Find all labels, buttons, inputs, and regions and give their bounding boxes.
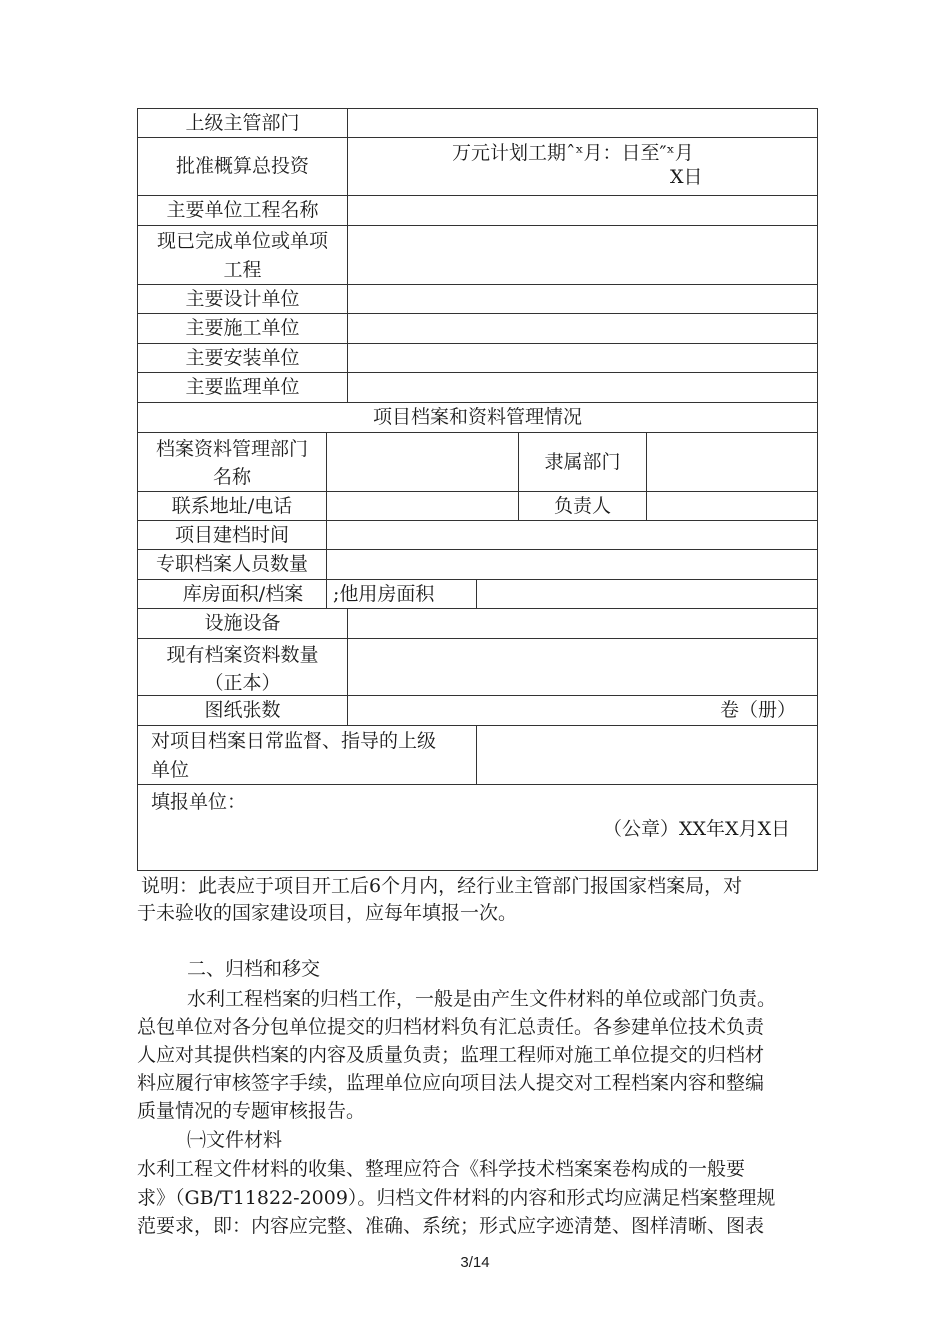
cell-archive-dept-label: 档案资料管理部门 名称 [137, 432, 327, 492]
reporting-unit-label: 填报单位： [151, 791, 247, 813]
investment-schedule-line2: X日 [670, 166, 703, 188]
cell-supervision-unit-value[interactable] [347, 372, 818, 403]
section-heading: 二、归档和移交 [187, 958, 321, 980]
cell-other-area-value[interactable] [476, 579, 818, 609]
cell-archive-quantity-label: 现有档案资料数量 （正本） [137, 638, 348, 696]
cell-construction-unit-value[interactable] [347, 313, 818, 344]
cell-unit-project-name-value[interactable] [347, 195, 818, 226]
subsection-heading: ㈠文件材料 [187, 1129, 283, 1151]
cell-facilities-value[interactable] [347, 608, 818, 639]
page-number: 3/14 [460, 1254, 490, 1271]
cell-design-unit-label: 主要设计单位 [137, 284, 348, 314]
investment-schedule-line1: 万元计划工期ˆˣ月：日至″ˣ月 [452, 142, 694, 164]
cell-address-phone-value[interactable] [326, 491, 519, 521]
cell-archive-quantity-value[interactable] [347, 638, 818, 696]
cell-facilities-label: 设施设备 [137, 608, 348, 639]
cell-drawing-count-label: 图纸张数 [137, 695, 348, 726]
volume-unit-label: 卷（册） [720, 699, 797, 721]
cell-total-investment-value[interactable] [347, 137, 818, 196]
cell-affiliated-dept-value[interactable] [646, 432, 818, 492]
cell-reporting-unit[interactable] [137, 784, 818, 871]
cell-drawing-count-value[interactable] [347, 695, 818, 726]
cell-design-unit-value[interactable] [347, 284, 818, 314]
cell-completed-projects-value[interactable] [347, 225, 818, 285]
note-line-2: 于未验收的国家建设项目，应每年填报一次。 [137, 902, 518, 924]
paragraph-2-line-3: 范要求，即：内容应完整、准确、系统；形式应字迹清楚、图样清晰、图表 [137, 1215, 765, 1237]
cell-supervisor-dept-value[interactable] [347, 108, 818, 138]
paragraph-1-line-1: 水利工程档案的归档工作，一般是由产生文件材料的单位或部门负责。 [187, 988, 777, 1010]
paragraph-2-line-1: 水利工程文件材料的收集、整理应符合《科学技术档案案卷构成的一般要 [137, 1158, 746, 1180]
cell-address-phone-label: 联系地址/电话 [137, 491, 327, 521]
cell-total-investment-label: 批准概算总投资 [137, 137, 348, 196]
cell-person-in-charge-value[interactable] [646, 491, 818, 521]
cell-archive-staff-label: 专职档案人员数量 [137, 549, 327, 580]
cell-archive-dept-value[interactable] [326, 432, 519, 492]
cell-section-title: 项目档案和资料管理情况 [137, 402, 818, 433]
cell-supervisor-dept-label: 上级主管部门 [137, 108, 348, 138]
paragraph-1-line-2: 总包单位对各分包单位提交的归档材料负有汇总责任。各参建单位技术负责 [137, 1016, 765, 1038]
cell-archive-date-label: 项目建档时间 [137, 520, 327, 550]
cell-installation-unit-value[interactable] [347, 343, 818, 373]
cell-supervising-unit-value[interactable] [476, 725, 818, 785]
cell-affiliated-dept-label: 隶属部门 [518, 432, 647, 492]
cell-construction-unit-label: 主要施工单位 [137, 313, 348, 344]
cell-archive-staff-value[interactable] [326, 549, 818, 580]
seal-date-label: （公章）XX年X月X日 [603, 818, 791, 840]
cell-unit-project-name-label: 主要单位工程名称 [137, 195, 348, 226]
cell-archive-date-value[interactable] [326, 520, 818, 550]
cell-installation-unit-label: 主要安装单位 [137, 343, 348, 373]
cell-supervising-unit-label: 对项目档案日常监督、指导的上级 单位 [137, 725, 477, 785]
cell-storage-area-label: 库房面积/档案 [137, 579, 327, 609]
cell-other-area-label: ;他用房面积 [326, 579, 477, 609]
cell-person-in-charge-label: 负责人 [518, 491, 647, 521]
paragraph-1-line-4: 料应履行审核签字手续，监理单位应向项目法人提交对工程档案内容和整编 [137, 1072, 765, 1094]
paragraph-1-line-5: 质量情况的专题审核报告。 [137, 1100, 366, 1122]
note-line-1: 说明：此表应于项目开工后6个月内，经行业主管部门报国家档案局，对 [141, 875, 743, 897]
paragraph-2-line-2: 求》（GB/T11822-2009）。归档文件材料的内容和形式均应满足档案整理规 [137, 1187, 776, 1209]
cell-supervision-unit-label: 主要监理单位 [137, 372, 348, 403]
cell-completed-projects-label: 现已完成单位或单项 工程 [137, 225, 348, 285]
paragraph-1-line-3: 人应对其提供档案的内容及质量负责；监理工程师对施工单位提交的归档材 [137, 1044, 765, 1066]
